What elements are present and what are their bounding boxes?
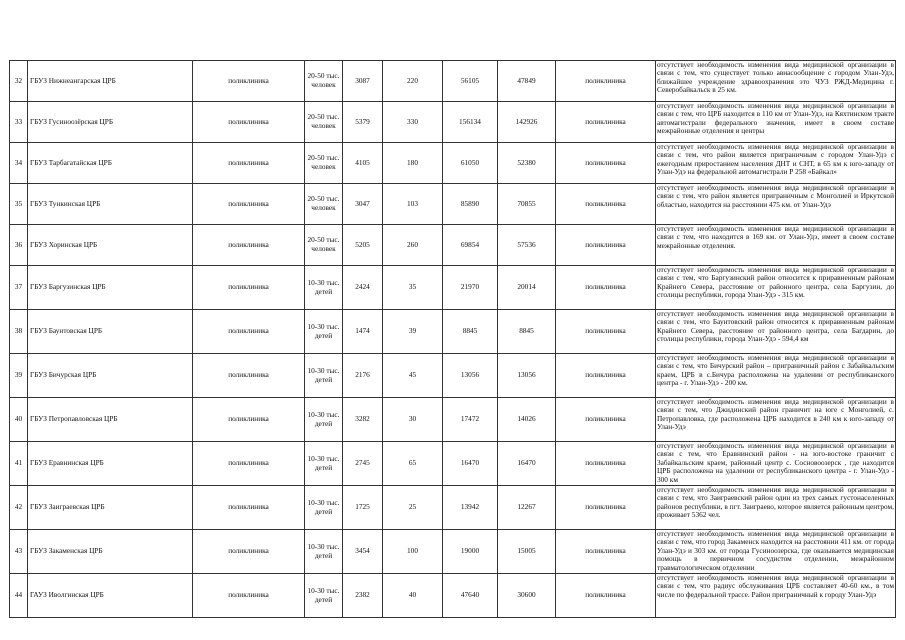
justification-note: отсутствует необходимость изменения вида медицинской организации в связи с тем, что Баргузинский район относится к приравненным районам Крайнего Севера, расстояние от районного центра, села Баргузин, до столицы республики, города Улан-Удэ - 315 км. <box>656 266 896 310</box>
value-3: 16470 <box>443 442 498 486</box>
value-3: 61050 <box>443 143 498 184</box>
value-2: 100 <box>383 530 443 574</box>
justification-note: отсутствует необходимость изменения вида медицинской организации в связи с тем, что Бичурский район – приграничный район с Забайкальским краем, ЦРБ в с.Бичура расположена на удалении от республиканского центра - г. Улан-Удэ - 200 км. <box>656 354 896 398</box>
service-type-proposed: поликлиника <box>556 143 656 184</box>
service-type: поликлиника <box>193 61 305 102</box>
organizations-table <box>9 60 896 618</box>
organization-name: ГБУЗ Гусиноозёрская ЦРБ <box>28 102 193 143</box>
value-4: 52380 <box>498 143 556 184</box>
organization-name: ГБУЗ Заиграевская ЦРБ <box>28 486 193 530</box>
service-type: поликлиника <box>193 530 305 574</box>
value-3: 13942 <box>443 486 498 530</box>
row-number: 32 <box>10 61 28 102</box>
justification-note: отсутствует необходимость изменения вида медицинской организации в связи с тем, что Еравнинский район - на юго-востоке граничит с Забайкальским краем, районный центр с. Сосновоозерск , где находится ЦРБ расположена на удалении от республиканского центра - г. Улан-Удэ - 300 км <box>657 441 894 484</box>
population-group: 10-30 тыс. детей <box>305 574 343 618</box>
value-3: 19000 <box>443 530 498 574</box>
service-type-proposed: поликлиника <box>556 398 656 442</box>
value-1: 5205 <box>343 225 383 266</box>
service-type: поликлиника <box>193 354 305 398</box>
table-row <box>10 102 896 143</box>
organization-name: ГБУЗ Тарбагатайская ЦРБ <box>28 143 193 184</box>
value-2: 25 <box>383 486 443 530</box>
organization-name: ГБУЗ Петропавловская ЦРБ <box>28 398 193 442</box>
service-type: поликлиника <box>193 574 305 618</box>
value-1: 1725 <box>343 486 383 530</box>
service-type-proposed: поликлиника <box>556 266 656 310</box>
value-1: 3087 <box>343 61 383 102</box>
row-number: 37 <box>10 266 28 310</box>
value-4: 20014 <box>498 266 556 310</box>
value-4: 14026 <box>498 398 556 442</box>
row-number: 34 <box>10 143 28 184</box>
value-4: 16470 <box>498 442 556 486</box>
value-4: 30600 <box>498 574 556 618</box>
service-type: поликлиника <box>193 310 305 354</box>
organization-name: ГБУЗ Хоринская ЦРБ <box>28 225 193 266</box>
value-3: 8845 <box>443 310 498 354</box>
service-type-proposed: поликлиника <box>556 574 656 618</box>
table-row <box>10 225 896 266</box>
service-type-proposed: поликлиника <box>556 184 656 225</box>
organization-name: ГАУЗ Иволгинская ЦРБ <box>28 574 193 618</box>
value-1: 3454 <box>343 530 383 574</box>
value-2: 35 <box>383 266 443 310</box>
table-row <box>10 354 896 398</box>
service-type: поликлиника <box>193 486 305 530</box>
service-type: поликлиника <box>193 143 305 184</box>
population-group: 20-50 тыс. человек <box>305 184 343 225</box>
organization-name: ГБУЗ Бичурская ЦРБ <box>28 354 193 398</box>
value-2: 103 <box>383 184 443 225</box>
service-type: поликлиника <box>193 184 305 225</box>
row-number: 35 <box>10 184 28 225</box>
table-row <box>10 143 896 184</box>
value-3: 13056 <box>443 354 498 398</box>
value-1: 3047 <box>343 184 383 225</box>
value-2: 65 <box>383 442 443 486</box>
value-4: 12267 <box>498 486 556 530</box>
population-group: 10-30 тыс. детей <box>305 310 343 354</box>
service-type-proposed: поликлиника <box>556 354 656 398</box>
population-group: 10-30 тыс. детей <box>305 398 343 442</box>
justification-note: отсутствует необходимость изменения вида медицинской организации в связи с тем, что Джидинский район граничит на юге с Монголией, с. Петропавловка, где расположена ЦРБ находится в 240 км к юго-западу от Улан-Удэ <box>656 398 896 442</box>
organization-name: ГБУЗ Закаменская ЦРБ <box>28 530 193 574</box>
service-type: поликлиника <box>193 102 305 143</box>
value-1: 1474 <box>343 310 383 354</box>
organization-name: ГБУЗ Баргузинская ЦРБ <box>28 266 193 310</box>
row-number: 33 <box>10 102 28 143</box>
service-type-proposed: поликлиника <box>556 225 656 266</box>
organization-name: ГБУЗ Нижнеангарская ЦРБ <box>28 61 193 102</box>
service-type-proposed: поликлиника <box>556 442 656 486</box>
table-row <box>10 574 896 618</box>
population-group: 10-30 тыс. детей <box>305 530 343 574</box>
row-number: 42 <box>10 486 28 530</box>
row-number: 36 <box>10 225 28 266</box>
row-number: 39 <box>10 354 28 398</box>
value-2: 45 <box>383 354 443 398</box>
value-2: 220 <box>383 61 443 102</box>
justification-note: отсутствует необходимость изменения вида медицинской организации в связи с тем, что ЦРБ находится в 110 км от Улан-Удэ, на Кяхтинском тракте автомагистрали федерального значения, имеет в своем составе межрайонные отделения и центры <box>656 102 896 143</box>
value-2: 260 <box>383 225 443 266</box>
service-type: поликлиника <box>193 266 305 310</box>
justification-note: отсутствует необходимость изменения вида медицинской организации в связи с тем, что существует только авиасообщение с городом Улан-Удэ, ближайшее учреждение здравоохранения это ЧУЗ РЖД-Медицина г. Северобайкальск в 25 км. <box>656 61 896 102</box>
organization-name: ГБУЗ Еравнинская ЦРБ <box>28 442 193 486</box>
service-type: поликлиника <box>193 225 305 266</box>
service-type-proposed: поликлиника <box>556 102 656 143</box>
row-number: 40 <box>10 398 28 442</box>
table-row <box>10 486 896 530</box>
row-number: 44 <box>10 574 28 618</box>
value-1: 2382 <box>343 574 383 618</box>
population-group: 20-50 тыс. человек <box>305 143 343 184</box>
value-4: 70855 <box>498 184 556 225</box>
service-type-proposed: поликлиника <box>556 310 656 354</box>
table-row <box>10 266 896 310</box>
table-row <box>10 398 896 442</box>
value-1: 4105 <box>343 143 383 184</box>
value-3: 47640 <box>443 574 498 618</box>
population-group: 10-30 тыс. детей <box>305 486 343 530</box>
table-row <box>10 310 896 354</box>
justification-note: отсутствует необходимость изменения вида медицинской организации в связи с тем, что Заиграевский район один из трех самых густонаселенных районов республики, в пгт. Заиграево, которое является районным центром, проживает 5362 чел. <box>656 486 896 530</box>
value-3: 21970 <box>443 266 498 310</box>
value-1: 5379 <box>343 102 383 143</box>
row-number: 38 <box>10 310 28 354</box>
value-4: 15005 <box>498 530 556 574</box>
population-group: 10-30 тыс. детей <box>305 354 343 398</box>
justification-note: отсутствует необходимость изменения вида медицинской организации в связи с тем, что Баунтовский район относится к приравненным районам Крайнего Севера, расстояние от районного центра, села Багдарин, до столицы республики, города Улан-Удэ - 594,4 км <box>656 310 896 354</box>
service-type-proposed: поликлиника <box>556 486 656 530</box>
population-group: 20-50 тыс. человек <box>305 61 343 102</box>
value-2: 30 <box>383 398 443 442</box>
population-group: 20-50 тыс. человек <box>305 102 343 143</box>
service-type-proposed: поликлиника <box>556 61 656 102</box>
value-2: 330 <box>383 102 443 143</box>
population-group: 10-30 тыс. детей <box>305 266 343 310</box>
table-row <box>10 61 896 102</box>
value-3: 17472 <box>443 398 498 442</box>
value-1: 2176 <box>343 354 383 398</box>
population-group: 20-50 тыс. человек <box>305 225 343 266</box>
value-4: 8845 <box>498 310 556 354</box>
justification-note: отсутствует необходимость изменения вида медицинской организации в связи с тем, что район является приграничным с городом Улан-Удэ с ежегодным приростанием населения ДНТ и СНТ, в 65 км к юго-западу от Улан-Удэ на федеральной автомагистрали Р 258 «Байкал» <box>656 143 896 184</box>
value-3: 69854 <box>443 225 498 266</box>
service-type: поликлиника <box>193 442 305 486</box>
value-4: 13056 <box>498 354 556 398</box>
value-4: 142926 <box>498 102 556 143</box>
justification-note: отсутствует необходимость изменения вида медицинской организации в связи с тем, что район является приграничным с Монголией и Иркутской областью, находится на расстоянии 475 км. от Улан-Удэ <box>656 184 896 225</box>
value-3: 156134 <box>443 102 498 143</box>
justification-note: отсутствует необходимость изменения вида медицинской организации в связи с тем, что радиус обслуживания ЦРБ составляет 40-60 км., в том числе по федеральной трассе. Район приграничный к городу Улан-Удэ <box>656 574 896 618</box>
value-3: 56105 <box>443 61 498 102</box>
value-2: 180 <box>383 143 443 184</box>
value-1: 3282 <box>343 398 383 442</box>
organization-name: ГБУЗ Тункинская ЦРБ <box>28 184 193 225</box>
value-1: 2424 <box>343 266 383 310</box>
service-type-proposed: поликлиника <box>556 530 656 574</box>
value-2: 40 <box>383 574 443 618</box>
justification-note: отсутствует необходимость изменения вида медицинской организации в связи с тем, что находится в 169 км. от Улан-Удэ, имеет в своем составе межрайонные отделения. <box>656 225 896 266</box>
value-4: 47849 <box>498 61 556 102</box>
organization-name: ГБУЗ Баунтовская ЦРБ <box>28 310 193 354</box>
row-number: 43 <box>10 530 28 574</box>
value-1: 2745 <box>343 442 383 486</box>
row-number: 41 <box>10 442 28 486</box>
table-row <box>10 530 896 574</box>
population-group: 10-30 тыс. детей <box>305 442 343 486</box>
service-type: поликлиника <box>193 398 305 442</box>
justification-note: отсутствует необходимость изменения вида медицинской организации в связи с тем, что город Закаменск находится на расстоянии 411 км. от города Улан-Удэ и 303 км. от города Гусиноозерска, где оказывается медицинская помощь в первичном сосудистом отделении, межрайонном травматологическом отделении <box>657 529 894 572</box>
value-2: 39 <box>383 310 443 354</box>
value-4: 57536 <box>498 225 556 266</box>
table-row <box>10 442 896 486</box>
table-row <box>10 184 896 225</box>
value-3: 85890 <box>443 184 498 225</box>
